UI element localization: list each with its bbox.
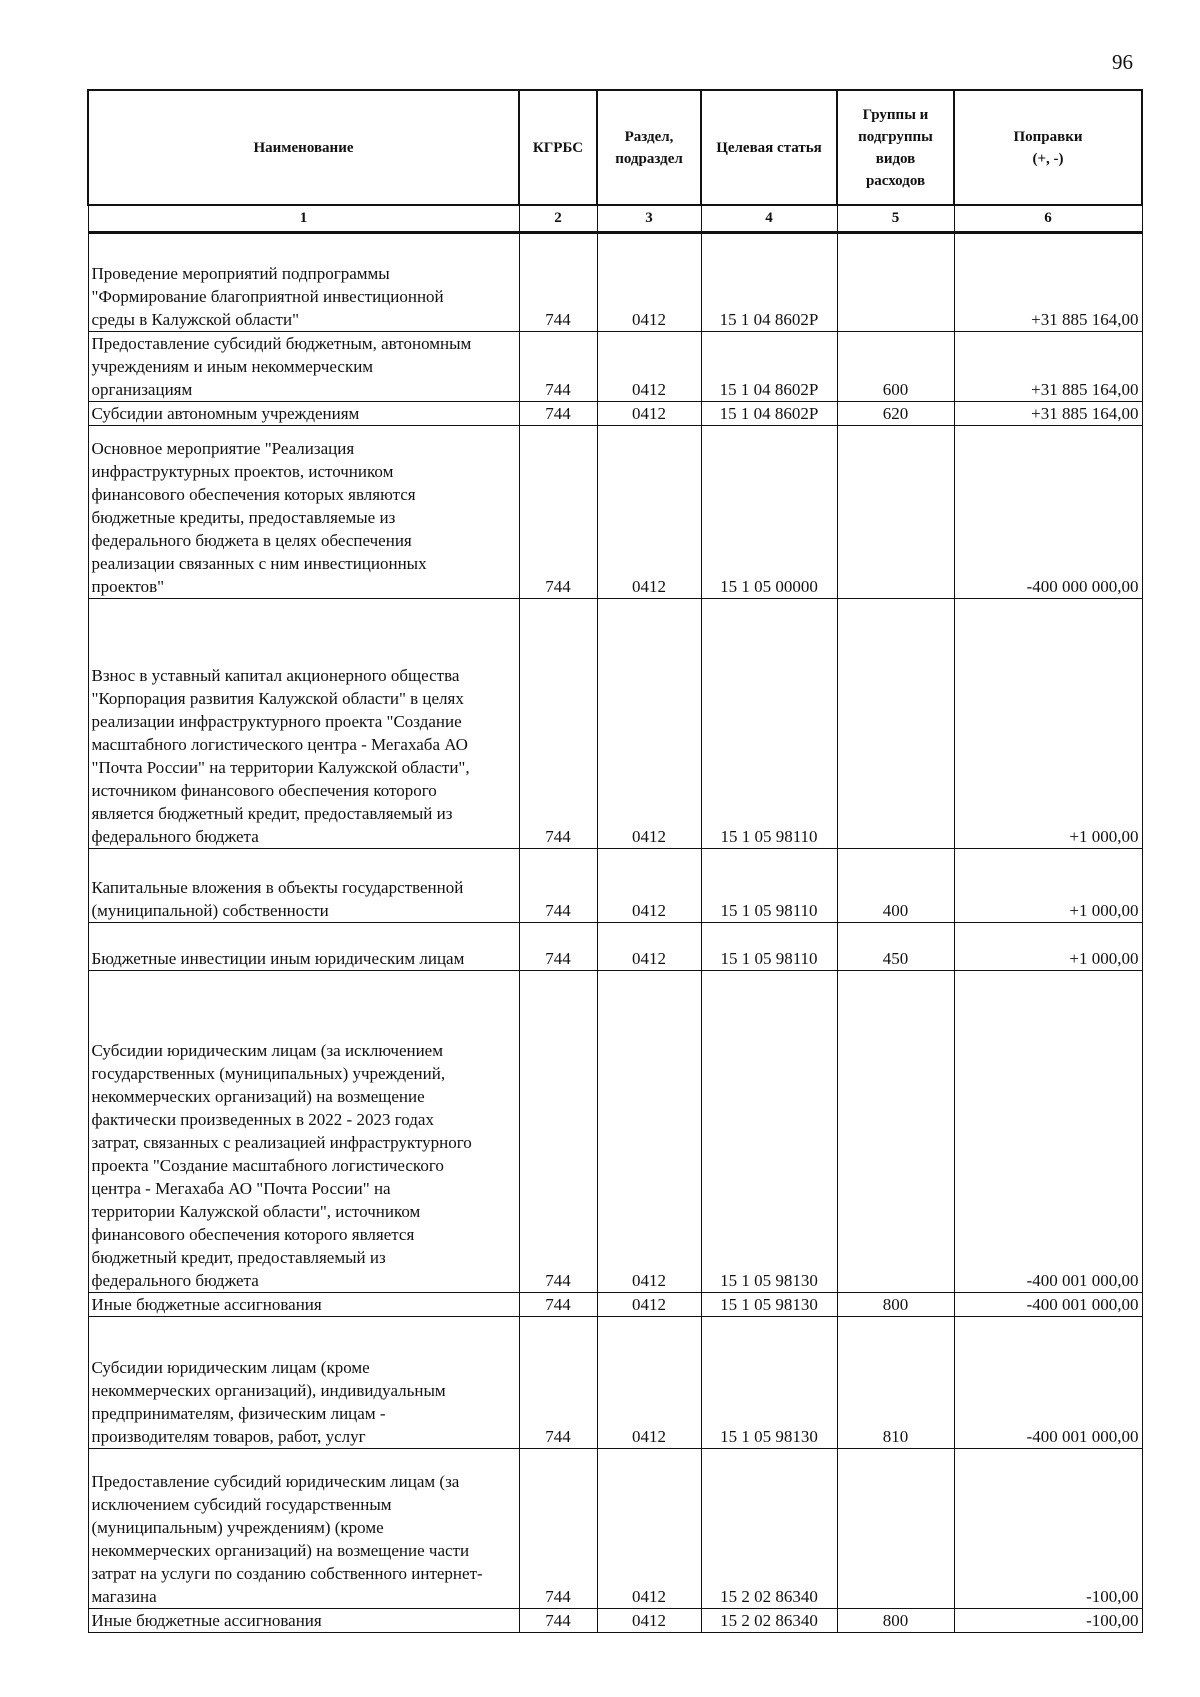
row-kgrbs: 744 bbox=[519, 332, 597, 402]
table-row bbox=[88, 599, 1142, 849]
table-row bbox=[88, 233, 1142, 332]
row-target-article: 15 1 05 98110 bbox=[701, 849, 837, 923]
column-number: 1 bbox=[88, 205, 519, 233]
row-expense-group: 400 bbox=[837, 849, 954, 923]
row-name: Основное мероприятие "Реализация инфраструктурных проектов, источником финансового обеспечения которых являются бюджетные кредиты, предоставляемые из федерального бюджета в целях обеспечения реализации связанных с ним инвестиционных проектов" bbox=[88, 426, 519, 599]
table-row bbox=[88, 1317, 1142, 1449]
table-row bbox=[88, 426, 1142, 599]
row-amount: -100,00 bbox=[954, 1609, 1142, 1633]
row-name: Субсидии юридическим лицам (кроме некоммерческих организаций), индивидуальным предпринимателям, физическим лицам - производителям товаров, работ, услуг bbox=[88, 1317, 519, 1449]
row-name: Проведение мероприятий подпрограммы "Формирование благоприятной инвестиционной среды в Калужской области" bbox=[88, 233, 519, 332]
column-number: 4 bbox=[701, 205, 837, 233]
table-row bbox=[88, 1449, 1142, 1609]
row-section: 0412 bbox=[597, 332, 701, 402]
table-row bbox=[88, 923, 1142, 971]
row-kgrbs: 744 bbox=[519, 923, 597, 971]
row-target-article: 15 2 02 86340 bbox=[701, 1449, 837, 1609]
table-row bbox=[88, 849, 1142, 923]
row-name: Взнос в уставный капитал акционерного общества "Корпорация развития Калужской области" в целях реализации инфраструктурного проекта "Создание масштабного логистического центра - Мегахаба АО "Почта России" на территории Калужской области", источником финансового обеспечения которого является бюджетный кредит, предоставляемый из федерального бюджета bbox=[88, 599, 519, 849]
row-name: Бюджетные инвестиции иным юридическим лицам bbox=[88, 923, 519, 971]
row-name: Субсидии юридическим лицам (за исключением государственных (муниципальных) учреждений, некоммерческих организаций) на возмещение фактически произведенных в 2022 - 2023 годах затрат, связанных с реализацией инфраструктурного проекта "Создание масштабного логистического центра - Мегахаба АО "Почта России" на территории Калужской области", источником финансового обеспечения которого является бюджетный кредит, предоставляемый из федерального бюджета bbox=[88, 971, 519, 1293]
row-expense-group bbox=[837, 233, 954, 332]
row-section: 0412 bbox=[597, 1293, 701, 1317]
row-expense-group bbox=[837, 971, 954, 1293]
row-amount: +31 885 164,00 bbox=[954, 233, 1142, 332]
row-section: 0412 bbox=[597, 402, 701, 426]
header-target-article: Целевая статья bbox=[701, 90, 837, 205]
page-number: 96 bbox=[1112, 50, 1133, 74]
row-section: 0412 bbox=[597, 1317, 701, 1449]
row-section: 0412 bbox=[597, 1609, 701, 1633]
row-kgrbs: 744 bbox=[519, 426, 597, 599]
row-target-article: 15 1 04 8602P bbox=[701, 402, 837, 426]
row-target-article: 15 1 04 8602P bbox=[701, 233, 837, 332]
header-kgrbs: КГРБС bbox=[519, 90, 597, 205]
row-section: 0412 bbox=[597, 1449, 701, 1609]
table-row bbox=[88, 1293, 1142, 1317]
row-section: 0412 bbox=[597, 233, 701, 332]
row-expense-group: 810 bbox=[837, 1317, 954, 1449]
row-expense-group: 800 bbox=[837, 1609, 954, 1633]
table-row bbox=[88, 332, 1142, 402]
row-target-article: 15 1 05 98130 bbox=[701, 1293, 837, 1317]
column-number: 5 bbox=[837, 205, 954, 233]
row-kgrbs: 744 bbox=[519, 233, 597, 332]
row-section: 0412 bbox=[597, 849, 701, 923]
row-target-article: 15 1 05 98130 bbox=[701, 1317, 837, 1449]
row-kgrbs: 744 bbox=[519, 971, 597, 1293]
header-amendment: Поправки (+, -) bbox=[954, 90, 1142, 205]
row-amount: -400 001 000,00 bbox=[954, 971, 1142, 1293]
row-section: 0412 bbox=[597, 426, 701, 599]
column-number: 3 bbox=[597, 205, 701, 233]
table-header-row bbox=[88, 90, 1142, 205]
row-amount: -100,00 bbox=[954, 1449, 1142, 1609]
row-target-article: 15 1 05 00000 bbox=[701, 426, 837, 599]
row-amount: +1 000,00 bbox=[954, 599, 1142, 849]
row-expense-group bbox=[837, 1449, 954, 1609]
row-section: 0412 bbox=[597, 923, 701, 971]
row-target-article: 15 1 04 8602P bbox=[701, 332, 837, 402]
header-section: Раздел, подраздел bbox=[597, 90, 701, 205]
row-kgrbs: 744 bbox=[519, 1317, 597, 1449]
row-expense-group bbox=[837, 426, 954, 599]
row-target-article: 15 1 05 98110 bbox=[701, 599, 837, 849]
row-expense-group: 600 bbox=[837, 332, 954, 402]
row-amount: +1 000,00 bbox=[954, 849, 1142, 923]
row-expense-group: 450 bbox=[837, 923, 954, 971]
row-target-article: 15 1 05 98110 bbox=[701, 923, 837, 971]
row-name: Предоставление субсидий юридическим лицам (за исключением субсидий государственным (муниципальным) учреждениям) (кроме некоммерческих организаций) на возмещение части затрат на услуги по созданию собственного интернет- магазина bbox=[88, 1449, 519, 1609]
row-name: Капитальные вложения в объекты государственной (муниципальной) собственности bbox=[88, 849, 519, 923]
header-expense-group: Группы и подгруппы видов расходов bbox=[837, 90, 954, 205]
row-section: 0412 bbox=[597, 971, 701, 1293]
row-kgrbs: 744 bbox=[519, 599, 597, 849]
row-expense-group: 800 bbox=[837, 1293, 954, 1317]
column-number: 6 bbox=[954, 205, 1142, 233]
table-row bbox=[88, 971, 1142, 1293]
row-name: Субсидии автономным учреждениям bbox=[88, 402, 519, 426]
row-amount: -400 001 000,00 bbox=[954, 1293, 1142, 1317]
column-number: 2 bbox=[519, 205, 597, 233]
row-kgrbs: 744 bbox=[519, 849, 597, 923]
row-amount: +1 000,00 bbox=[954, 923, 1142, 971]
row-kgrbs: 744 bbox=[519, 1293, 597, 1317]
table-row bbox=[88, 402, 1142, 426]
row-amount: +31 885 164,00 bbox=[954, 332, 1142, 402]
row-section: 0412 bbox=[597, 599, 701, 849]
row-amount: +31 885 164,00 bbox=[954, 402, 1142, 426]
row-expense-group: 620 bbox=[837, 402, 954, 426]
column-number-row bbox=[88, 205, 1142, 233]
budget-amendments-table bbox=[87, 89, 1143, 1633]
row-expense-group bbox=[837, 599, 954, 849]
row-kgrbs: 744 bbox=[519, 402, 597, 426]
table-row bbox=[88, 1609, 1142, 1633]
row-name: Предоставление субсидий бюджетным, автономным учреждениям и иным некоммерческим организациям bbox=[88, 332, 519, 402]
row-kgrbs: 744 bbox=[519, 1609, 597, 1633]
row-name: Иные бюджетные ассигнования bbox=[88, 1609, 519, 1633]
row-amount: -400 000 000,00 bbox=[954, 426, 1142, 599]
row-amount: -400 001 000,00 bbox=[954, 1317, 1142, 1449]
row-kgrbs: 744 bbox=[519, 1449, 597, 1609]
row-name: Иные бюджетные ассигнования bbox=[88, 1293, 519, 1317]
header-name: Наименование bbox=[88, 90, 519, 205]
row-target-article: 15 2 02 86340 bbox=[701, 1609, 837, 1633]
row-target-article: 15 1 05 98130 bbox=[701, 971, 837, 1293]
